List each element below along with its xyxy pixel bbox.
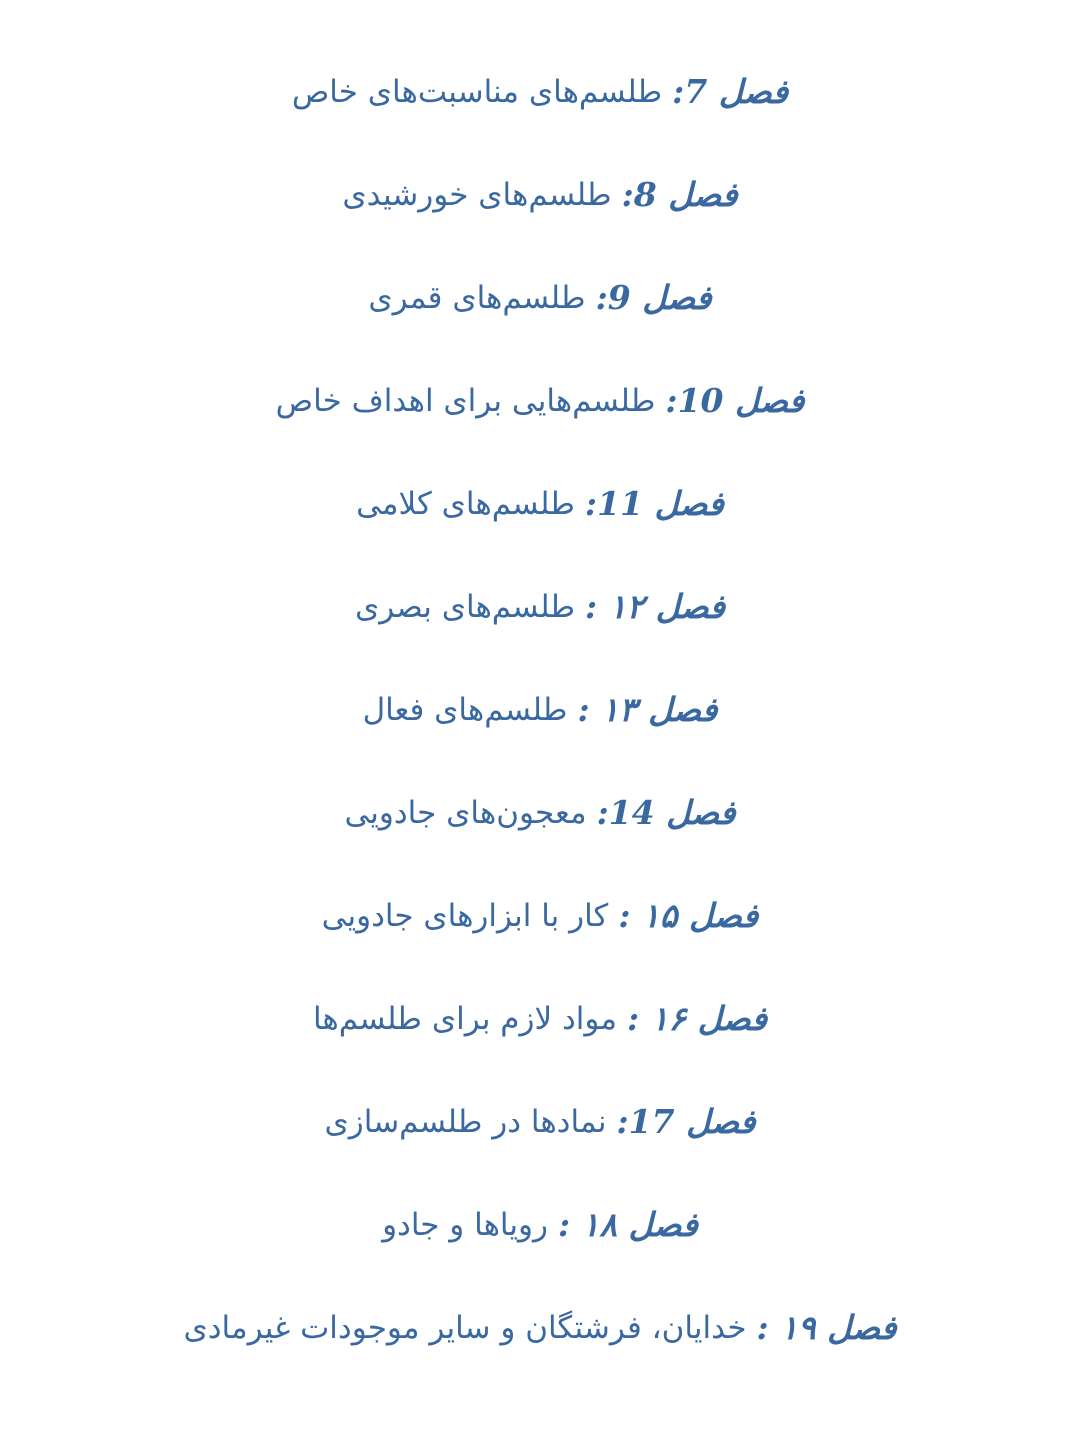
- chapter-title: طلسم‌های فعال: [362, 691, 568, 728]
- chapter-number: فصل ۱۹ :: [756, 1308, 897, 1347]
- chapter-title: مواد لازم برای طلسم‌ها: [312, 1000, 618, 1037]
- chapter-number: فصل 8:: [621, 175, 738, 214]
- table-of-contents: [0, 40, 1080, 1379]
- chapter-number: فصل 9:: [595, 278, 712, 317]
- chapter-title: خدایان، فرشتگان و سایر موجودات غیرمادی: [183, 1309, 747, 1346]
- chapter-number: فصل ۱۵ :: [618, 896, 759, 935]
- toc-entry-chapter-17: [0, 1070, 1080, 1173]
- chapter-title: معجون‌های جادویی: [344, 794, 587, 831]
- toc-entry-chapter-8: [0, 143, 1080, 246]
- toc-entry-chapter-19: [0, 1276, 1080, 1379]
- toc-entry-chapter-11: [0, 452, 1080, 555]
- chapter-title: طلسم‌های قمری: [368, 279, 586, 316]
- chapter-title: نمادها در طلسم‌سازی: [324, 1103, 607, 1140]
- chapter-title: کار با ابزارهای جادویی: [321, 897, 609, 934]
- chapter-number: فصل ۱۲ :: [585, 587, 726, 626]
- toc-entry-chapter-13: [0, 658, 1080, 761]
- chapter-number: فصل 17:: [616, 1102, 756, 1141]
- toc-entry-chapter-18: [0, 1173, 1080, 1276]
- chapter-number: فصل 10:: [665, 381, 805, 420]
- toc-entry-chapter-9: [0, 246, 1080, 349]
- toc-entry-chapter-16: [0, 967, 1080, 1070]
- chapter-title: طلسم‌هایی برای اهداف خاص: [275, 382, 656, 419]
- chapter-title: طلسم‌های مناسبت‌های خاص: [291, 73, 663, 110]
- toc-entry-chapter-14: [0, 761, 1080, 864]
- toc-entry-chapter-10: [0, 349, 1080, 452]
- chapter-title: طلسم‌های بصری: [355, 588, 576, 625]
- chapter-title: رویاها و جادو: [382, 1206, 548, 1243]
- chapter-number: فصل ۱۸ :: [557, 1205, 698, 1244]
- chapter-title: طلسم‌های کلامی: [356, 485, 575, 522]
- chapter-number: فصل 14:: [596, 793, 736, 832]
- toc-entry-chapter-7: [0, 40, 1080, 143]
- chapter-number: فصل ۱۶ :: [627, 999, 768, 1038]
- chapter-number: فصل 7:: [672, 72, 789, 111]
- chapter-title: طلسم‌های خورشیدی: [342, 176, 612, 213]
- toc-entry-chapter-12: [0, 555, 1080, 658]
- chapter-number: فصل 11:: [584, 484, 724, 523]
- chapter-number: فصل ۱۳ :: [577, 690, 718, 729]
- toc-entry-chapter-15: [0, 864, 1080, 967]
